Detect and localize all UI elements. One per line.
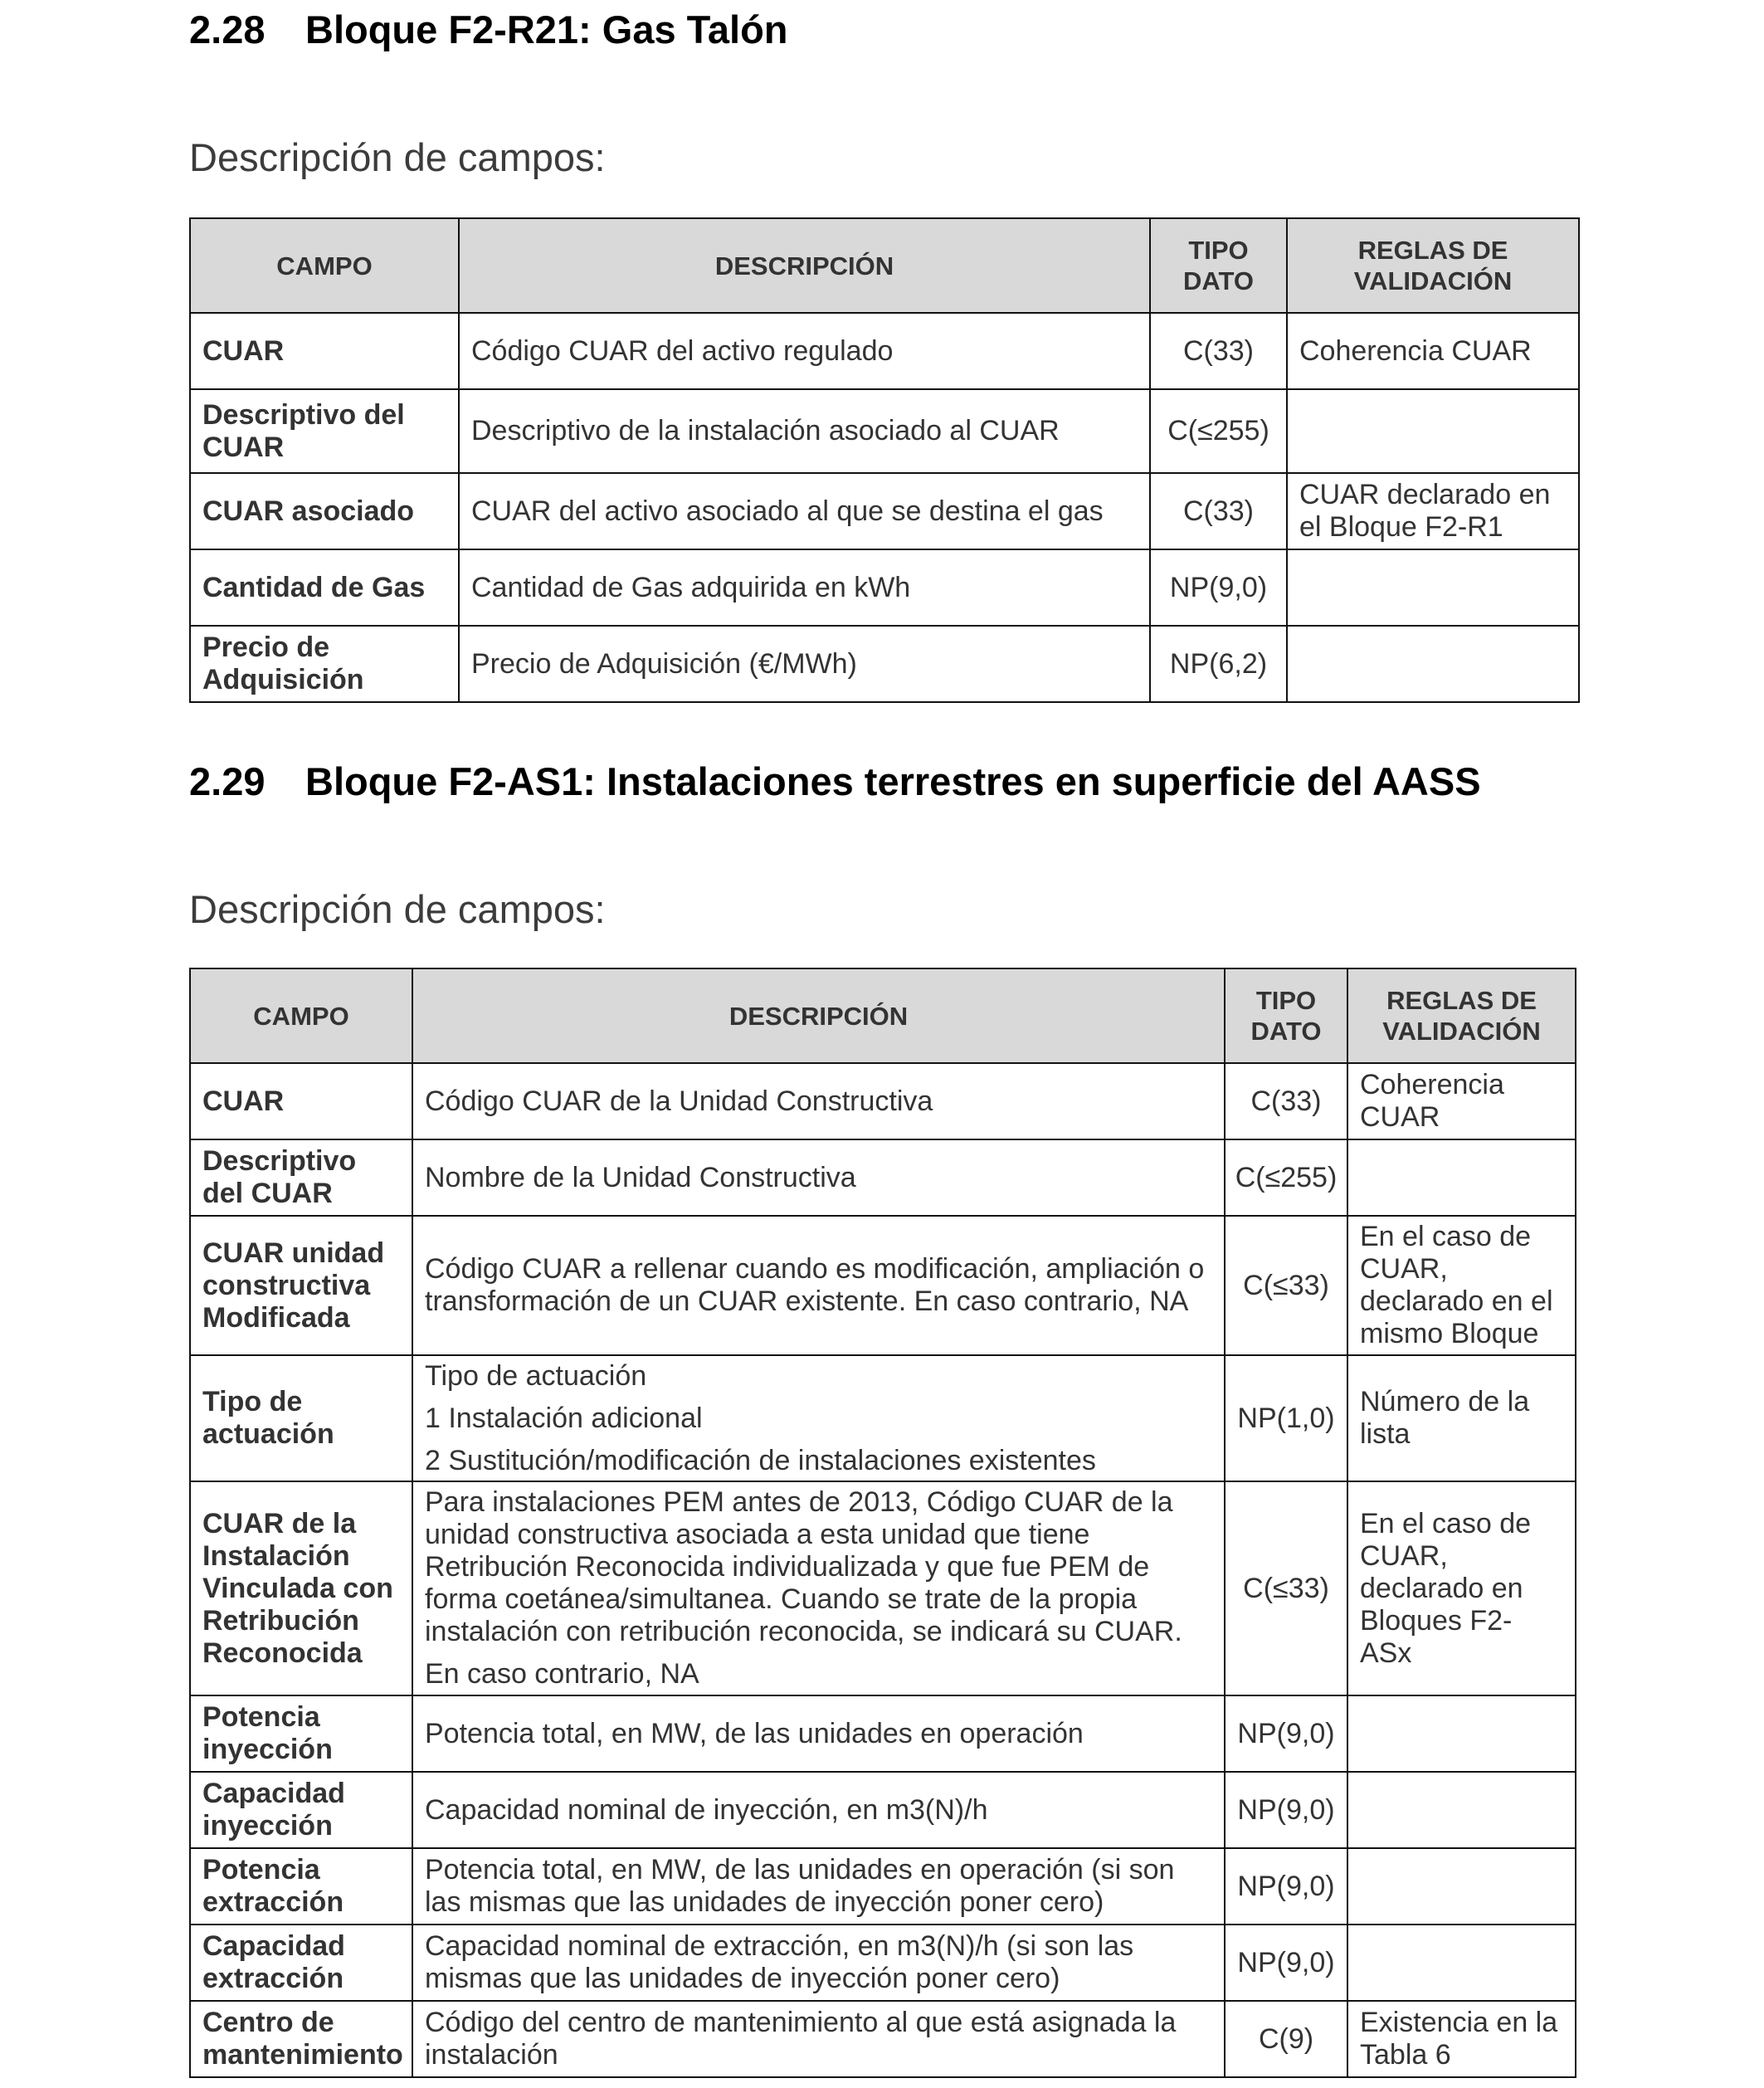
section-heading-2-29 [189, 757, 1481, 807]
section-title: Bloque F2-AS1: Instalaciones terrestres en superficie del AASS [305, 759, 1481, 803]
cell-reglas-validacion [1287, 389, 1579, 473]
section-number: 2.29 [189, 759, 266, 803]
cell-tipo-dato: NP(9,0) [1225, 1848, 1347, 1925]
descripcion-line: Nombre de la Unidad Constructiva [425, 1161, 856, 1193]
descripcion-line: 2 Sustitución/modificación de instalaciones existentes [425, 1444, 1096, 1476]
descripcion-line: Capacidad nominal de inyección, en m3(N)/h [425, 1793, 988, 1826]
cell-tipo-dato: C(33) [1150, 313, 1287, 389]
cell-campo: Capacidad extracción [190, 1925, 412, 2001]
header-tipo-dato: TIPO DATO [1150, 218, 1287, 313]
cell-campo: Descriptivo del CUAR [190, 1139, 412, 1216]
descripcion-line: Tipo de actuación [425, 1359, 647, 1392]
cell-campo: Centro de mantenimiento [190, 2001, 412, 2077]
cell-tipo-dato: NP(1,0) [1225, 1355, 1347, 1481]
table-row [190, 389, 1579, 473]
cell-tipo-dato: NP(9,0) [1225, 1925, 1347, 2001]
cell-tipo-dato: NP(9,0) [1225, 1695, 1347, 1772]
table-row [190, 1848, 1576, 1925]
cell-campo: Capacidad inyección [190, 1772, 412, 1848]
section-title: Bloque F2-R21: Gas Talón [305, 7, 788, 51]
cell-reglas-validacion [1347, 1848, 1576, 1925]
cell-descripcion [459, 626, 1150, 702]
cell-tipo-dato: C(≤33) [1225, 1216, 1347, 1355]
cell-tipo-dato: NP(6,2) [1150, 626, 1287, 702]
cell-reglas-validacion: En el caso de CUAR, declarado en el mismo Bloque [1347, 1216, 1576, 1355]
table-row [190, 626, 1579, 702]
cell-campo: Tipo de actuación [190, 1355, 412, 1481]
descripcion-line: Capacidad nominal de extracción, en m3(N)/h (si son las mismas que las unidades de inyección poner cero) [425, 1930, 1134, 1994]
cell-campo: Cantidad de Gas [190, 549, 459, 626]
cell-descripcion [412, 1355, 1225, 1481]
table-row [190, 1695, 1576, 1772]
descripcion-line: Código CUAR a rellenar cuando es modificación, ampliación o transformación de un CUAR existente. En caso contrario, NA [425, 1253, 1205, 1317]
cell-campo: Potencia inyección [190, 1695, 412, 1772]
table-row [190, 1216, 1576, 1355]
descripcion-line: Para instalaciones PEM antes de 2013, Código CUAR de la unidad constructiva asociada a esta unidad que tiene Retribución Reconocida individualizada y que fue PEM de forma coetánea/simultanea. Cuando se trate de la propia instalación con retribución reconocida, se indicará su CUAR. [425, 1486, 1182, 1647]
cell-tipo-dato: C(≤255) [1225, 1139, 1347, 1216]
fields-subheading: Descripción de campos: [189, 135, 606, 179]
descripcion-line: Cantidad de Gas adquirida en kWh [471, 571, 911, 603]
cell-reglas-validacion: Número de la lista [1347, 1355, 1576, 1481]
cell-descripcion [412, 1848, 1225, 1925]
table-body [190, 313, 1579, 702]
section-heading-2-28 [189, 5, 788, 55]
cell-campo: CUAR [190, 313, 459, 389]
table-row [190, 1063, 1576, 1139]
cell-tipo-dato: C(33) [1225, 1063, 1347, 1139]
table-row [190, 1772, 1576, 1848]
cell-campo: CUAR de la Instalación Vinculada con Retribución Reconocida [190, 1481, 412, 1695]
cell-reglas-validacion [1347, 1139, 1576, 1216]
descripcion-line: En caso contrario, NA [425, 1658, 699, 1690]
cell-descripcion [412, 1925, 1225, 2001]
descripcion-line: CUAR del activo asociado al que se destina el gas [471, 495, 1104, 527]
cell-descripcion [459, 313, 1150, 389]
table-row [190, 313, 1579, 389]
cell-tipo-dato: NP(9,0) [1225, 1772, 1347, 1848]
cell-tipo-dato: C(≤33) [1225, 1481, 1347, 1695]
table-row [190, 473, 1579, 549]
section-number: 2.28 [189, 7, 266, 51]
cell-descripcion [412, 1695, 1225, 1772]
cell-reglas-validacion: Coherencia CUAR [1347, 1063, 1576, 1139]
cell-descripcion [459, 549, 1150, 626]
header-descripcion: DESCRIPCIÓN [412, 968, 1225, 1063]
table-header-row [190, 968, 1576, 1063]
header-descripcion: DESCRIPCIÓN [459, 218, 1150, 313]
cell-descripcion [412, 1772, 1225, 1848]
table-row [190, 549, 1579, 626]
descripcion-line: Descriptivo de la instalación asociado al CUAR [471, 415, 1060, 446]
cell-campo: CUAR unidad constructiva Modificada [190, 1216, 412, 1355]
descripcion-line: Potencia total, en MW, de las unidades en operación (si son las mismas que las unidades de inyección poner cero) [425, 1854, 1175, 1918]
header-campo: CAMPO [190, 968, 412, 1063]
table-row [190, 1925, 1576, 2001]
cell-reglas-validacion: Coherencia CUAR [1287, 313, 1579, 389]
descripcion-line: Precio de Adquisición (€/MWh) [471, 647, 857, 680]
cell-reglas-validacion [1287, 549, 1579, 626]
cell-campo: CUAR [190, 1063, 412, 1139]
cell-descripcion [412, 1481, 1225, 1695]
cell-reglas-validacion [1347, 1925, 1576, 2001]
cell-campo: Potencia extracción [190, 1848, 412, 1925]
cell-descripcion [459, 389, 1150, 473]
cell-campo: Descriptivo del CUAR [190, 389, 459, 473]
table-row [190, 1139, 1576, 1216]
table-row [190, 1481, 1576, 1695]
cell-descripcion [412, 1216, 1225, 1355]
cell-campo: Precio de Adquisición [190, 626, 459, 702]
descripcion-line: Potencia total, en MW, de las unidades en operación [425, 1717, 1084, 1749]
cell-tipo-dato: C(33) [1150, 473, 1287, 549]
cell-tipo-dato: NP(9,0) [1150, 549, 1287, 626]
cell-campo: CUAR asociado [190, 473, 459, 549]
table-row [190, 1355, 1576, 1481]
cell-descripcion [412, 2001, 1225, 2077]
header-reglas-validacion: REGLAS DE VALIDACIÓN [1287, 218, 1579, 313]
cell-reglas-validacion [1347, 1772, 1576, 1848]
cell-reglas-validacion: Existencia en la Tabla 6 [1347, 2001, 1576, 2077]
cell-descripcion [412, 1139, 1225, 1216]
table-header-row [190, 218, 1579, 313]
descripcion-line: Código CUAR del activo regulado [471, 334, 894, 367]
header-tipo-dato: TIPO DATO [1225, 968, 1347, 1063]
cell-reglas-validacion [1287, 626, 1579, 702]
cell-reglas-validacion: En el caso de CUAR, declarado en Bloques F2-ASx [1347, 1481, 1576, 1695]
table-body [190, 1063, 1576, 2077]
descripcion-line: Código CUAR de la Unidad Constructiva [425, 1085, 933, 1117]
table-row [190, 2001, 1576, 2077]
fields-table-f2-r21 [189, 217, 1580, 703]
fields-table-f2-as1 [189, 968, 1576, 2078]
cell-descripcion [412, 1063, 1225, 1139]
descripcion-line: 1 Instalación adicional [425, 1402, 703, 1434]
cell-tipo-dato: C(9) [1225, 2001, 1347, 2077]
header-campo: CAMPO [190, 218, 459, 313]
descripcion-line: Código del centro de mantenimiento al que está asignada la instalación [425, 2007, 1177, 2071]
header-reglas-validacion: REGLAS DE VALIDACIÓN [1347, 968, 1576, 1063]
cell-reglas-validacion [1347, 1695, 1576, 1772]
cell-tipo-dato: C(≤255) [1150, 389, 1287, 473]
fields-subheading: Descripción de campos: [189, 887, 606, 931]
cell-descripcion [459, 473, 1150, 549]
cell-reglas-validacion: CUAR declarado en el Bloque F2-R1 [1287, 473, 1579, 549]
